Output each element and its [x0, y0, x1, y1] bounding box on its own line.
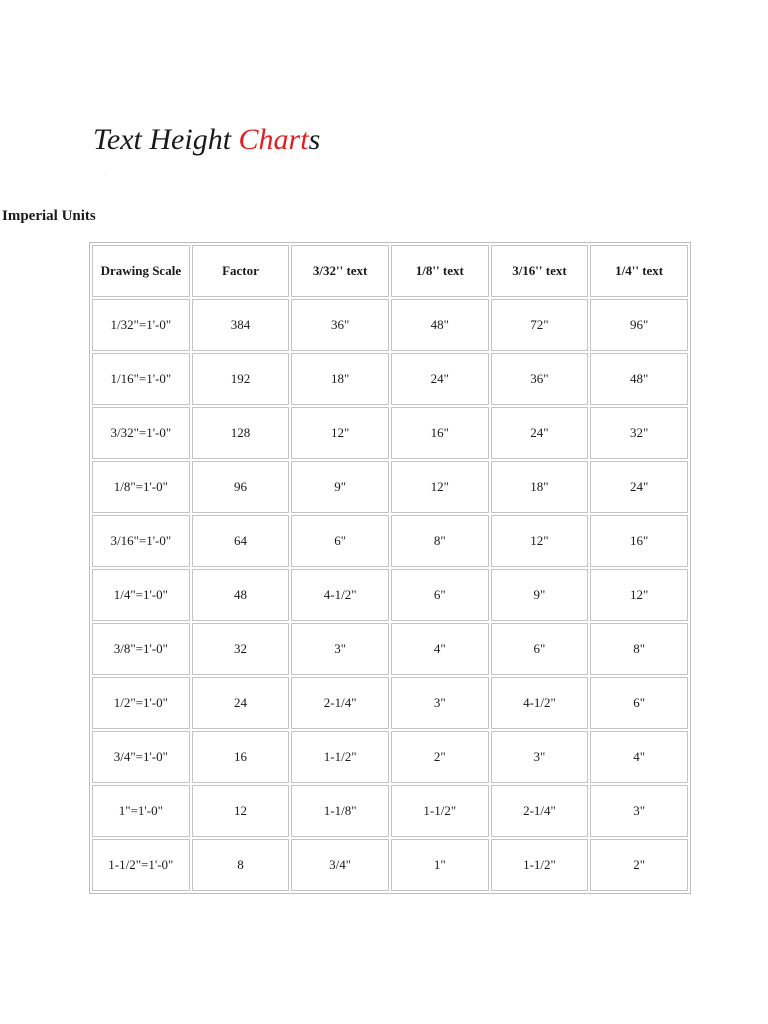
table-cell: 12": [590, 569, 688, 621]
title-text: Text Height: [93, 123, 239, 156]
table-cell: 2": [391, 731, 489, 783]
table-cell: 48": [590, 353, 688, 405]
table-cell: 3": [590, 785, 688, 837]
table-cell: 3/16"=1'-0": [92, 515, 190, 567]
table-cell: 128: [192, 407, 290, 459]
table-cell: 16: [192, 731, 290, 783]
table-cell: 6": [590, 677, 688, 729]
table-row: [92, 839, 688, 891]
table-cell: 4-1/2": [291, 569, 389, 621]
table-cell: 1/2"=1'-0": [92, 677, 190, 729]
table-cell: 24": [391, 353, 489, 405]
table-cell: 12: [192, 785, 290, 837]
table-cell: 6": [291, 515, 389, 567]
table-cell: 8": [391, 515, 489, 567]
column-header: Drawing Scale: [92, 245, 190, 297]
table-cell: 1/4"=1'-0": [92, 569, 190, 621]
table-row: [92, 785, 688, 837]
table-cell: 18": [291, 353, 389, 405]
table-cell: 12": [391, 461, 489, 513]
table-cell: 4-1/2": [491, 677, 589, 729]
table-cell: 18": [491, 461, 589, 513]
table-cell: 1-1/8": [291, 785, 389, 837]
table-cell: 32": [590, 407, 688, 459]
table-row: [92, 677, 688, 729]
table-cell: 1/8"=1'-0": [92, 461, 190, 513]
table-cell: 12": [491, 515, 589, 567]
column-header: 3/32'' text: [291, 245, 389, 297]
title-accent-text: Chart: [238, 123, 309, 156]
table-row: [92, 731, 688, 783]
page-title: [93, 121, 320, 159]
table-cell: 9": [291, 461, 389, 513]
table-cell: 12": [291, 407, 389, 459]
table-cell: 36": [491, 353, 589, 405]
table-cell: 1": [391, 839, 489, 891]
table-row: [92, 407, 688, 459]
table-cell: 32: [192, 623, 290, 675]
table-cell: 8: [192, 839, 290, 891]
column-header: Factor: [192, 245, 290, 297]
table-row: [92, 299, 688, 351]
table-cell: 3": [291, 623, 389, 675]
table-cell: 6": [491, 623, 589, 675]
table-cell: 48": [391, 299, 489, 351]
table-cell: 96": [590, 299, 688, 351]
table-cell: 1-1/2": [491, 839, 589, 891]
table-cell: 64: [192, 515, 290, 567]
table-row: [92, 515, 688, 567]
table-cell: 1-1/2": [291, 731, 389, 783]
table-cell: 2-1/4": [291, 677, 389, 729]
table-cell: 24": [590, 461, 688, 513]
table-cell: 2": [590, 839, 688, 891]
table-cell: 16": [590, 515, 688, 567]
table-row: [92, 461, 688, 513]
table-header-row: [92, 245, 688, 297]
table-cell: 3/4": [291, 839, 389, 891]
decorative-dot: ·: [104, 170, 107, 179]
table-cell: 4": [590, 731, 688, 783]
text-height-table: [89, 242, 691, 894]
table-row: [92, 623, 688, 675]
table-cell: 3": [491, 731, 589, 783]
table-cell: 24: [192, 677, 290, 729]
table-row: [92, 569, 688, 621]
table-cell: 1/32"=1'-0": [92, 299, 190, 351]
table-cell: 36": [291, 299, 389, 351]
table-cell: 3": [391, 677, 489, 729]
table-cell: 9": [491, 569, 589, 621]
table-cell: 192: [192, 353, 290, 405]
table-cell: 1/16"=1'-0": [92, 353, 190, 405]
table-cell: 4": [391, 623, 489, 675]
table-cell: 2-1/4": [491, 785, 589, 837]
column-header: 1/4'' text: [590, 245, 688, 297]
table-cell: 16": [391, 407, 489, 459]
table-cell: 72": [491, 299, 589, 351]
column-header: 3/16'' text: [491, 245, 589, 297]
table-cell: 1-1/2"=1'-0": [92, 839, 190, 891]
table-cell: 3/4"=1'-0": [92, 731, 190, 783]
table-cell: 96: [192, 461, 290, 513]
table-row: [92, 353, 688, 405]
table-cell: 8": [590, 623, 688, 675]
table-cell: 1-1/2": [391, 785, 489, 837]
table-cell: 48: [192, 569, 290, 621]
table-cell: 3/32"=1'-0": [92, 407, 190, 459]
table-body: [92, 299, 688, 891]
title-suffix-text: s: [308, 123, 321, 156]
table-cell: 384: [192, 299, 290, 351]
column-header: 1/8'' text: [391, 245, 489, 297]
table-cell: 24": [491, 407, 589, 459]
table-cell: 3/8"=1'-0": [92, 623, 190, 675]
section-heading: Imperial Units: [2, 208, 96, 224]
table-cell: 6": [391, 569, 489, 621]
table-cell: 1"=1'-0": [92, 785, 190, 837]
